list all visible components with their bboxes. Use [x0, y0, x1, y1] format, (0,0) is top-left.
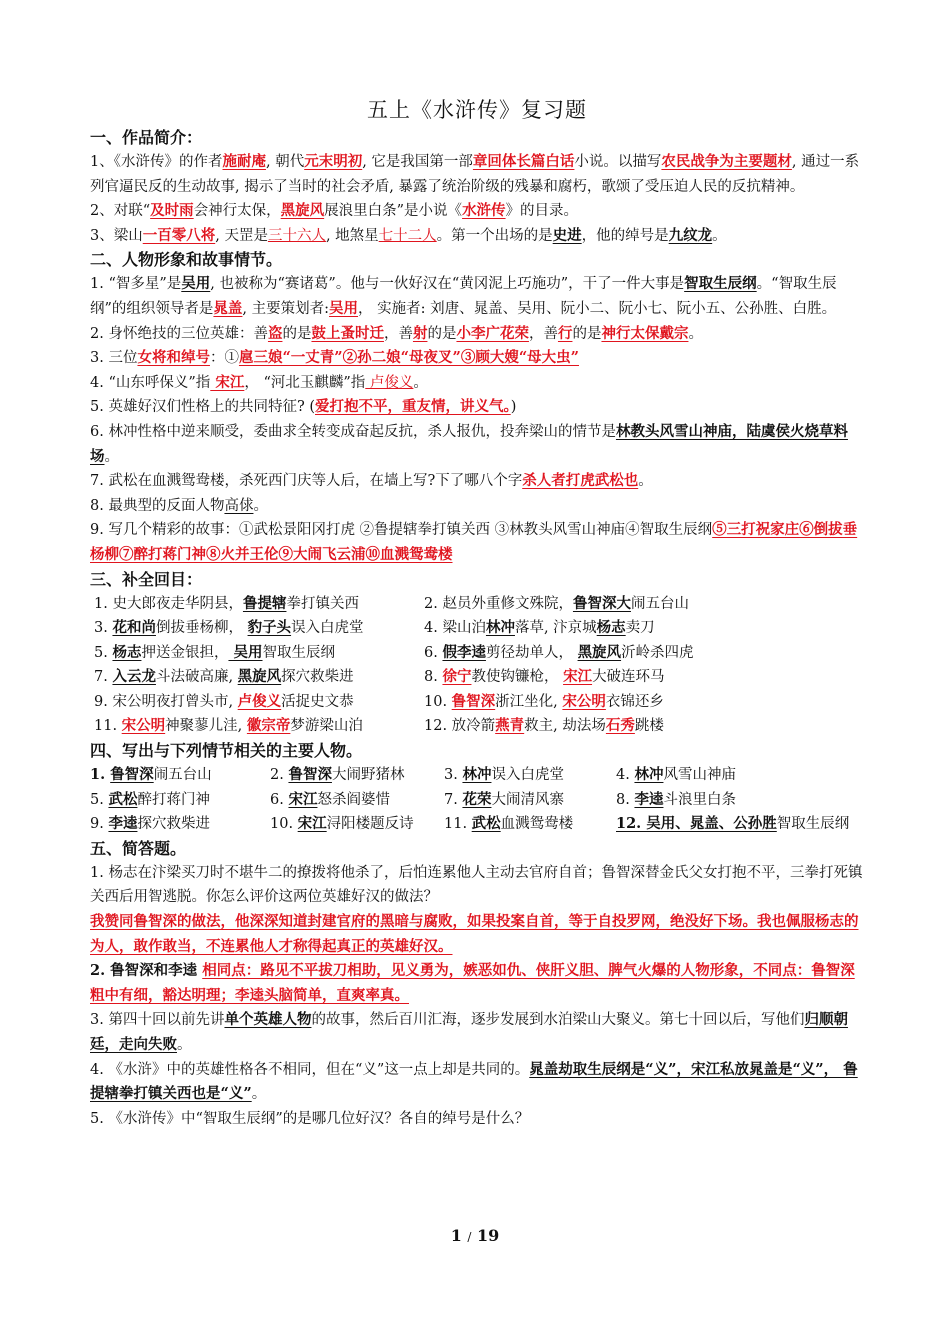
answer: 高俅 — [224, 497, 254, 514]
answer: 武松 — [108, 790, 138, 808]
plot-cell: 8. 李逵斗浪里白条 — [616, 790, 736, 808]
answer: 归顺朝廷，走向失败 — [90, 1011, 848, 1053]
chapter-cell: 2. 赵员外重修文殊院，鲁智深大闹五台山 — [424, 594, 689, 612]
answer: 章回体长篇白话 — [472, 153, 575, 170]
answer: 石秀 — [605, 717, 635, 735]
chapter-cell: 7. 入云龙斗法破高廉, 黑旋风探穴救柴进 — [94, 668, 354, 686]
page-title: 五上《水浒传》复习题 — [367, 98, 587, 122]
plot-cell: 5. 武松醉打蒋门神 — [90, 790, 210, 808]
answer: 林冲 — [485, 619, 515, 637]
question-1: 1. 杨志在汴梁买刀时不堪牛二的撩拨将他杀了，后怕连累他人主动去官府自首；鲁智深替金氏父女打抱不平，三拳打死镇关西后用智逃脱。你怎么评价这两位英雄好汉的做法？ — [90, 864, 863, 906]
intro-item-1: 1、《水浒传》的作者施耐庵, 朝代元末明初, 它是我国第一部章回体长篇白话小说。以描写农民战争为主要题材, 通过一系列官逼民反的生动故事, 揭示了当时的社会矛盾, 暴露了统治阶级的残暴和腐朽，歌颂了受压迫人民的反抗精神。 — [90, 153, 860, 195]
plot-cell: 6. 宋江怒杀阎婆惜 — [270, 790, 390, 808]
question-5: 5. 《水浒传》中“智取生辰纲”的是哪几位好汉？各自的绰号是什么？ — [90, 1110, 530, 1127]
answer: 宋江 — [210, 373, 245, 391]
answer: 宋公明 — [562, 692, 606, 710]
answer: 盗 — [267, 324, 283, 342]
answer: 施耐庵 — [222, 153, 266, 170]
answer: 入云龙 — [112, 668, 156, 686]
answer: 神行太保戴宗 — [601, 324, 689, 342]
answer-1 — [90, 910, 864, 959]
answer: 史进 — [552, 226, 582, 244]
answer: 12. 吴用、晁盖、公孙胜 — [616, 815, 777, 833]
answer: 林冲 — [462, 766, 492, 784]
answer: 卢俊义 — [365, 374, 414, 391]
answer: 杀人者打虎武松也 — [522, 472, 639, 490]
char-item-8: 8. 最典型的反面人物高俅。 — [90, 497, 268, 514]
answer: 徐宁 — [442, 668, 472, 686]
answer: 扈三娘“一丈青”②孙二娘“母夜叉”③顾大嫂“母大虫” — [238, 349, 579, 367]
answer: 鼓上蚤时迁 — [311, 324, 384, 342]
question-3: 3. 第四十回以前先讲单个英雄人物的故事，然后百川汇海，逐步发展到水泊梁山大聚义。第七十回以后，写他们归顺朝廷，走向失败。 — [90, 1011, 848, 1053]
char-item-6: 6. 林冲性格中逆来顺受，委曲求全转变成奋起反抗，杀人报仇，投奔梁山的情节是林教头风雪山神庙，陆虞侯火烧草料场。 — [90, 422, 848, 465]
char-item-2: 2. 身怀绝技的三位英雄：善盗的是鼓上蚤时迁，善射的是小李广花荣，善行的是神行太保戴宗。 — [90, 324, 703, 342]
chapter-cell: 12. 放冷箭燕青救主, 劫法场石秀跳楼 — [424, 717, 664, 735]
answer: 黑旋风 — [280, 202, 325, 220]
section-heading-short-answer: 五、简答题。 — [90, 838, 187, 858]
chapter-cell: 5. 杨志押送金银担， 吴用智取生辰纲 — [94, 643, 336, 661]
question-4: 4. 《水浒》中的英雄性格各不相同，但在“义”这一点上却是共同的。晁盖劫取生辰纲是“义”，宋江私放晁盖是“义”， 鲁提辖拳打镇关西也是“义”。 — [90, 1060, 858, 1103]
chapter-grid — [90, 592, 864, 740]
answer: 吴用 — [228, 643, 263, 661]
plot-cell: 9. 李逵探穴救柴进 — [90, 815, 210, 833]
answer: 一百零八将 — [142, 226, 216, 244]
answer: 吴用 — [329, 299, 359, 317]
answer: 宋江 — [297, 815, 327, 833]
answer: 智取生辰纲 — [684, 275, 757, 293]
answer: 女将和绰号 — [137, 349, 210, 367]
answer: 行 — [557, 324, 573, 342]
plot-cell: 11. 武松血溅鸳鸯楼 — [444, 815, 574, 833]
page-number: 1 / 19 — [450, 1226, 500, 1245]
char-item-5: 5. 英雄好汉们性格上的共同特征? (爱打抱不平，重友情，讲义气。) — [90, 398, 517, 416]
answer: 黑旋风 — [577, 643, 622, 661]
answer: 宋公明 — [121, 717, 166, 735]
section-heading-intro: 一、作品简介： — [90, 128, 203, 147]
answer: 我赞同鲁智深的做法，他深深知道封建官府的黑暗与腐败，如果投案自首，等于自投罗网，绝没好下场。我也佩服杨志的为人，敢作敢当，不连累他人才称得起真正的英雄好汉。 — [90, 913, 859, 955]
answer: 吴用 — [181, 275, 211, 293]
char-item-4: 4. “山东呼保义”指 宋江， “河北玉麒麟”指 卢俊义。 — [90, 373, 428, 391]
answer: 晁盖 — [213, 299, 243, 317]
chapter-cell: 3. 花和尚倒拔垂杨柳， 豹子头误入白虎堂 — [94, 619, 364, 637]
plot-cell: 2. 鲁智深大闹野猪林 — [270, 766, 405, 784]
question-2: 2. 鲁智深和李逵 相同点：路见不平拔刀相助，见义勇为，嫉恶如仇、侠肝义胆、脾气火爆的人物形象，不同点：鲁智深粗中有细，豁达明理；李逵头脑简单，直爽率真。 — [90, 962, 855, 1004]
answer: 三十六人 — [267, 227, 326, 244]
char-item-7: 7. 武松在血溅鸳鸯楼，杀死西门庆等人后，在墙上写?下了哪八个字杀人者打虎武松也。 — [90, 472, 653, 490]
answer: 元末明初 — [304, 153, 363, 170]
answer: 杨志 — [112, 643, 142, 661]
answer: 单个英雄人物 — [224, 1011, 312, 1029]
chapter-cell: 9. 宋公明夜打曾头市, 卢俊义活捉史文恭 — [94, 692, 354, 710]
answer: 宋江 — [288, 790, 318, 808]
plot-cell: 10. 宋江浔阳楼题反诗 — [270, 815, 414, 833]
answer: 林冲 — [634, 766, 664, 784]
answer: 杨志 — [596, 619, 626, 637]
answer: 林教头风雪山神庙，陆虞侯火烧草料场 — [90, 422, 848, 465]
chapter-cell: 10. 鲁智深浙江坐化, 宋公明衣锦还乡 — [424, 692, 664, 710]
answer: 宋江 — [563, 668, 593, 686]
answer: 武松 — [471, 815, 501, 833]
chapter-cell: 11. 宋公明神聚蓼儿洼, 徽宗帝梦游梁山泊 — [94, 717, 363, 735]
answer: 晁盖劫取生辰纲是“义”，宋江私放晁盖是“义”， 鲁提辖拳打镇关西也是“义” — [90, 1060, 858, 1103]
answer: 鲁提辖 — [242, 594, 287, 612]
intro-item-2: 2、对联“及时雨会神行太保，黑旋风展浪里白条”是小说《水浒传》的目录。 — [90, 202, 579, 220]
answer: 李逵 — [634, 790, 664, 808]
answer: 黑旋风 — [237, 668, 282, 686]
answer: 小李广花荣 — [456, 324, 529, 342]
answer: 九纹龙 — [668, 226, 713, 244]
answer: 及时雨 — [150, 202, 194, 220]
answer: 卢俊义 — [237, 692, 282, 710]
answer: 豹子头 — [247, 619, 292, 637]
answer: 水浒传 — [462, 202, 506, 220]
answer: 徽宗帝 — [246, 717, 291, 735]
chapter-cell: 4. 梁山泊林冲落草, 汴京城杨志卖刀 — [424, 619, 655, 637]
plot-cell: 1. 鲁智深闹五台山 — [90, 766, 212, 784]
plot-grid — [90, 763, 864, 837]
answer: ⑤三打祝家庄⑥倒拔垂杨柳⑦醉打蒋门神⑧火并王伦⑨大闹飞云浦⑩血溅鸳鸯楼 — [90, 521, 858, 563]
intro-item-3: 3、梁山一百零八将, 天罡是三十六人, 地煞星七十二人。第一个出场的是史进，他的绰号是九纹龙。 — [90, 226, 727, 244]
answer: 相同点：路见不平拔刀相助，见义勇为，嫉恶如仇、侠肝义胆、脾气火爆的人物形象，不同点：鲁智深粗中有细，豁达明理；李逵头脑简单，直爽率真。 — [90, 962, 855, 1004]
answer: 鲁智深 — [110, 766, 154, 784]
answer: 燕青 — [495, 717, 525, 735]
char-item-9: 9. 写几个精彩的故事：①武松景阳冈打虎 ②鲁提辖拳打镇关西 ③林教头风雪山神庙④智取生辰纲⑤三打祝家庄⑥倒拔垂杨柳⑦醉打蒋门神⑧火并王伦⑨大闹飞云浦⑩血溅鸳鸯楼 — [90, 521, 858, 563]
chapter-cell: 8. 徐宁教使钩镰枪， 宋江大破连环马 — [424, 668, 665, 686]
answer: 七十二人 — [378, 227, 437, 244]
answer: 李逵 — [108, 815, 138, 833]
answer: 农民战争为主要题材 — [661, 153, 792, 170]
chapter-cell: 1. 史大郎夜走华阴县，鲁提辖拳打镇关西 — [94, 594, 359, 612]
chapter-cell: 6. 假李逵剪径劫单人， 黑旋风沂岭杀四虎 — [424, 643, 694, 661]
answer: 鲁智深 — [288, 766, 332, 784]
answer: 射 — [412, 324, 428, 342]
plot-cell: 12. 吴用、晁盖、公孙胜智取生辰纲 — [616, 815, 850, 833]
answer: 花和尚 — [112, 619, 156, 637]
char-item-3: 3. 三位女将和绰号：①扈三娘“一丈青”②孙二娘“母夜叉”③顾大嫂“母大虫” — [90, 349, 579, 367]
plot-cell: 3. 林冲误入白虎堂 — [444, 766, 564, 784]
answer: 鲁智深 — [451, 692, 496, 710]
plot-cell: 4. 林冲风雪山神庙 — [616, 766, 736, 784]
section-heading-plots: 四、写出与下列情节相关的主要人物。 — [90, 741, 363, 761]
char-item-1: 1. “智多星”是吴用, 也被称为“赛诸葛”。他与一伙好汉在“黄冈泥上巧施功”，干了一件大事是智取生辰纲。“智取生辰纲”的组织领导者是晁盖, 主要策划者:吴用， 实施者: 刘唐、晁盖、吴用、阮小二、阮小七、阮小五、公孙胜、白胜。 — [90, 275, 837, 317]
plot-cell: 7. 花荣大闹清风寨 — [444, 790, 564, 808]
answer: 爱打抱不平，重友情，讲义气。 — [314, 398, 511, 416]
answer: 鲁智深大 — [572, 594, 631, 612]
answer: 花荣 — [462, 790, 492, 808]
section-heading-chapters: 三、补全回目： — [90, 569, 203, 589]
section-heading-characters: 二、人物形象和故事情节。 — [90, 250, 283, 270]
answer: 假李逵 — [442, 643, 486, 661]
